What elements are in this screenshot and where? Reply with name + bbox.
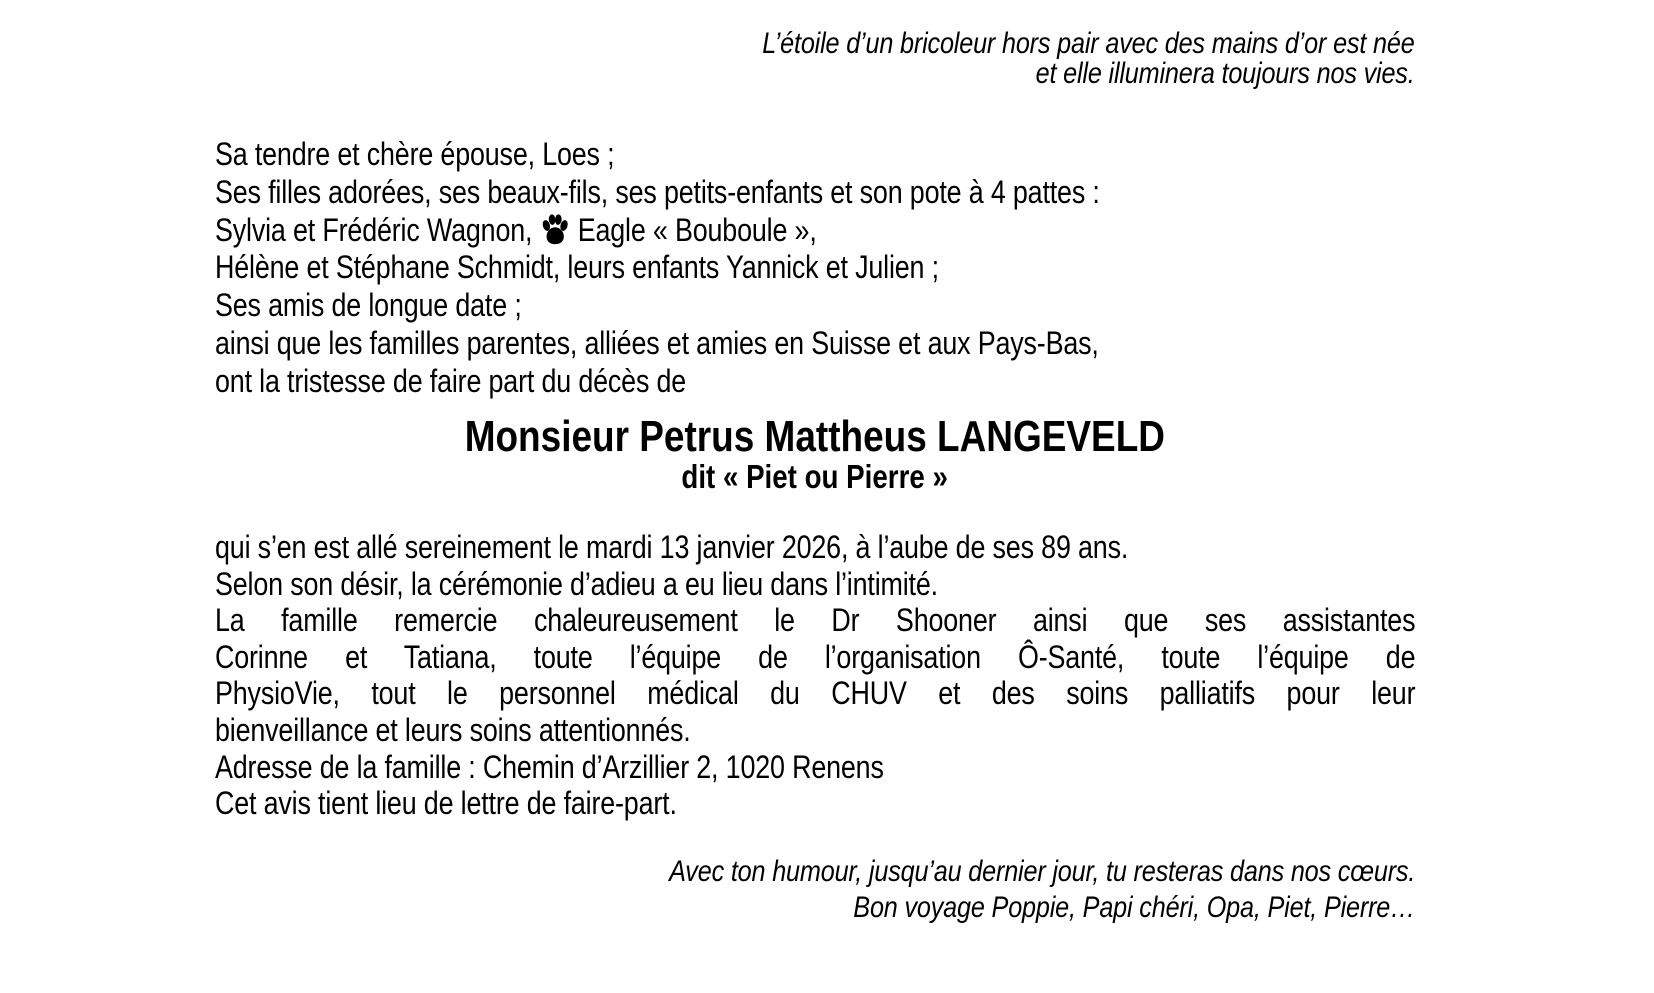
announcement-block bbox=[215, 529, 1415, 822]
announcement-line-thanks-2: Corinne et Tatiana, toute l’équipe de l’organisation Ô-Santé, toute l’équipe de bbox=[215, 638, 1416, 675]
deceased-alias-row bbox=[215, 457, 1415, 497]
announcement-line-death: qui s’en est allé sereinement le mardi 13 janvier 2026, à l’aube de ses 89 ans. bbox=[215, 529, 1129, 565]
announcement-line-thanks-4: bienveillance et leurs soins attentionnés. bbox=[215, 711, 691, 748]
family-line-sylvia-after: Eagle « Bouboule », bbox=[577, 211, 817, 248]
family-line-friends: Ses amis de longue date ; bbox=[215, 287, 522, 324]
epigraph-line-2: et elle illuminera toujours nos vies. bbox=[1036, 56, 1415, 90]
epigraph bbox=[763, 29, 1415, 88]
family-block bbox=[215, 136, 1100, 401]
family-line-children: Ses filles adorées, ses beaux-fils, ses petits-enfants et son pote à 4 pattes : bbox=[215, 173, 1100, 210]
deceased-name: Monsieur Petrus Mattheus LANGEVELD bbox=[464, 412, 1166, 461]
epigraph-line-1: L’étoile d’un bricoleur hors pair avec des mains d’or est née bbox=[762, 27, 1415, 60]
farewell-line-1: Avec ton humour, jusqu’au dernier jour, tu resteras dans nos cœurs. bbox=[668, 855, 1415, 888]
announcement-line-ceremony: Selon son désir, la cérémonie d’adieu a eu lieu dans l’intimité. bbox=[215, 565, 938, 602]
family-line-relatives: ainsi que les familles parentes, alliées et amies en Suisse et aux Pays-Bas, bbox=[215, 324, 1099, 361]
deceased-name-row bbox=[215, 414, 1415, 460]
family-line-helene: Hélène et Stéphane Schmidt, leurs enfants Yannick et Julien ; bbox=[215, 249, 939, 286]
paw-print-icon bbox=[540, 214, 569, 245]
farewell-line-2: Bon voyage Poppie, Papi chéri, Opa, Piet, Pierre… bbox=[853, 891, 1415, 925]
announcement-line-thanks-1: La famille remercie chaleureusement le Dr Shooner ainsi que ses assistantes bbox=[215, 602, 1416, 639]
family-line-sylvia bbox=[215, 212, 1100, 250]
family-line-sylvia-before: Sylvia et Frédéric Wagnon, bbox=[215, 211, 533, 248]
announcement-line-notice: Cet avis tient lieu de lettre de faire-part. bbox=[215, 785, 677, 822]
announcement-line-thanks-3: PhysioVie, tout le personnel médical du CHUV et des soins palliatifs pour leur bbox=[215, 675, 1416, 712]
family-line-sorrow: ont la tristesse de faire part du décès de bbox=[215, 362, 687, 399]
family-line-spouse: Sa tendre et chère épouse, Loes ; bbox=[215, 136, 615, 172]
deceased-alias: dit « Piet ou Pierre » bbox=[681, 458, 949, 495]
announcement-line-address: Adresse de la famille : Chemin d’Arzillier 2, 1020 Renens bbox=[215, 748, 884, 785]
farewell-block bbox=[669, 854, 1415, 927]
